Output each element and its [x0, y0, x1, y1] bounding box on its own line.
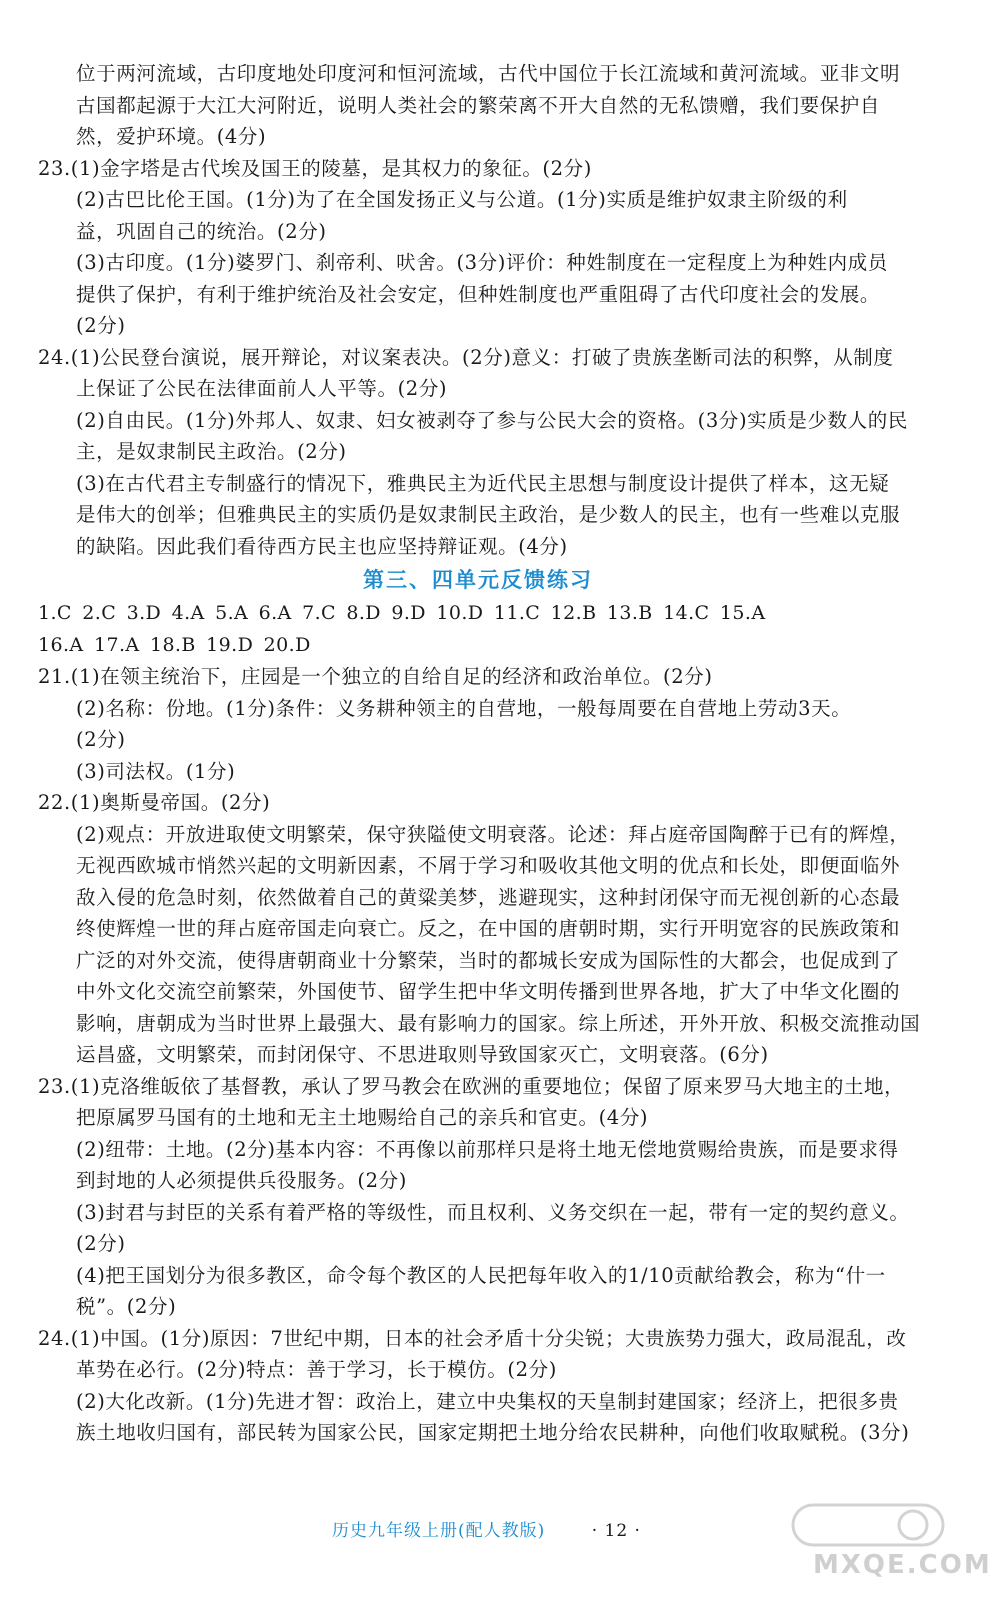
answer-page: [38, 58, 921, 1449]
mcq-answers: [38, 598, 918, 661]
answer-line: 革势在必行。(2分)特点：善于学习，长于模仿。(2分): [76, 1358, 557, 1381]
answer-line: (2)纽带：土地。(2分)基本内容：不再像以前那样只是将土地无偿地赏赐给贵族，而是要求得: [76, 1137, 899, 1161]
answer-line: (2分): [76, 314, 126, 337]
answer-line: (3)在古代君主专制盛行的情况下，雅典民主为近代民主思想与制度设计提供了样本，这无疑: [76, 471, 890, 495]
answer-line: 24.(1)公民登台演说，展开辩论，对议案表决。(2分)意义：打破了贵族垄断司法的积弊，从制度: [38, 345, 894, 369]
answer-line: 提供了保护，有利于维护统治及社会安定，但种姓制度也严重阻碍了古代印度社会的发展。: [76, 282, 881, 306]
mcq-answer-line: 1.C 2.C 3.D 4.A 5.A 6.A 7.C 8.D 9.D 10.D 11.C 12.B 13.B 14.C 15.A: [38, 602, 766, 624]
answer-line: (2)观点：开放进取使文明繁荣，保守狭隘使文明衰落。论述：拜占庭帝国陶醉于已有的辉煌，: [76, 822, 910, 846]
answer-line: 敌入侵的危急时刻，依然做着自己的黄粱美梦，逃避现实，这种封闭保守而无视创新的心态最: [76, 885, 901, 909]
answer-line: (2)自由民。(1分)外邦人、奴隶、妇女被剥夺了参与公民大会的资格。(3分)实质是少数人的民: [76, 408, 908, 432]
answer-line: (2)古巴比伦王国。(1分)为了在全国发扬正义与公道。(1分)实质是维护奴隶主阶级的利: [76, 188, 848, 211]
watermark-logo-icon: [783, 1500, 953, 1550]
answer-line: 24.(1)中国。(1分)原因：7世纪中期，日本的社会矛盾十分尖锐；大贵族势力强大，政局混乱，改: [38, 1326, 907, 1350]
answer-line: 古国都起源于大江大河附近，说明人类社会的繁荣离不开大自然的无私馈赠，我们要保护自: [76, 93, 881, 117]
watermark-text: MXQE.COM: [813, 1550, 992, 1580]
answer-line: 影响，唐朝成为当时世界上最强大、最有影响力的国家。综上所述，开外开放、积极交流推动国: [76, 1011, 921, 1035]
answer-line: 把原属罗马国有的土地和无主土地赐给自己的亲兵和官吏。(4分): [76, 1106, 649, 1129]
answer-line: 运昌盛，文明繁荣，而封闭保守、不思进取则导致国家灭亡，文明衰落。(6分): [76, 1043, 769, 1066]
answer-line: 税”。(2分): [76, 1295, 177, 1318]
section-title: 第三、四单元反馈练习: [363, 567, 593, 592]
answer-line: (3)封君与封臣的关系有着严格的等级性，而且权利、义务交织在一起，带有一定的契约意义。: [76, 1200, 910, 1224]
answer-block-bottom: [38, 661, 921, 1449]
answer-line: 主，是奴隶制民主政治。(2分): [76, 440, 347, 463]
answer-line: 23.(1)金字塔是古代埃及国王的陵墓，是其权力的象征。(2分): [38, 156, 592, 180]
answer-line: 上保证了公民在法律面前人人平等。(2分): [76, 377, 448, 400]
answer-block-top: [38, 58, 918, 562]
footer-book-title: 历史九年级上册(配人教版): [332, 1521, 546, 1541]
answer-line: 的缺陷。因此我们看待西方民主也应坚持辩证观。(4分): [76, 534, 568, 558]
answer-line: (2)大化改新。(1分)先进才智：政治上，建立中央集权的天皇制封建国家；经济上，把很多贵: [76, 1389, 899, 1413]
answer-line: 广泛的对外交流，使得唐朝商业十分繁荣，当时的都城长安成为国际性的大都会，也促成到了: [76, 948, 901, 972]
answer-line: 到封地的人必须提供兵役服务。(2分): [76, 1169, 407, 1192]
answer-line: (2分): [76, 1232, 126, 1255]
watermark-logo: [783, 1500, 992, 1580]
answer-line: 然，爱护环境。(4分): [76, 125, 267, 148]
answer-line: 族土地收归国有，部民转为国家公民，国家定期把土地分给农民耕种，向他们收取赋税。(3分): [76, 1421, 910, 1444]
answer-line: 中外文化交流空前繁荣，外国使节、留学生把中华文明传播到世界各地，扩大了中华文化圈的: [76, 980, 901, 1003]
answer-line: 22.(1)奥斯曼帝国。(2分): [38, 791, 271, 814]
answer-line: (4)把王国划分为很多教区，命令每个教区的人民把每年收入的1/10贡献给教会，称为“什一: [76, 1263, 886, 1287]
answer-line: (2分): [76, 728, 126, 751]
answer-line: 益，巩固自己的统治。(2分): [76, 219, 327, 243]
answer-line: (2)名称：份地。(1分)条件：义务耕种领主的自营地，一般每周要在自营地上劳动3天。: [76, 696, 852, 720]
answer-line: (3)司法权。(1分): [76, 759, 236, 783]
answer-line: 位于两河流域，古印度地处印度河和恒河流域，古代中国位于长江流域和黄河流域。亚非文明: [76, 62, 901, 85]
answer-line: 23.(1)克洛维皈依了基督教，承认了罗马教会在欧洲的重要地位；保留了原来罗马大地主的土地，: [38, 1074, 905, 1098]
answer-line: 21.(1)在领主统治下，庄园是一个独立的自给自足的经济和政治单位。(2分): [38, 665, 713, 688]
answer-line: 是伟大的创举；但雅典民主的实质仍是奴隶制民主政治，是少数人的民主，也有一些难以克服: [76, 503, 901, 526]
mcq-answer-line: 16.A 17.A 18.B 19.D 20.D: [38, 633, 311, 656]
answer-line: 终使辉煌一世的拜占庭帝国走向衰亡。反之，在中国的唐朝时期，实行开明宽容的民族政策和: [76, 917, 901, 940]
answer-line: (3)古印度。(1分)婆罗门、刹帝利、吠舍。(3分)评价：种姓制度在一定程度上为种姓内成员: [76, 251, 888, 274]
page-number: · 12 ·: [591, 1521, 641, 1541]
answer-line: 无视西欧城市悄然兴起的文明新因素，不屑于学习和吸收其他文明的优点和长处，即便面临外: [76, 854, 901, 877]
